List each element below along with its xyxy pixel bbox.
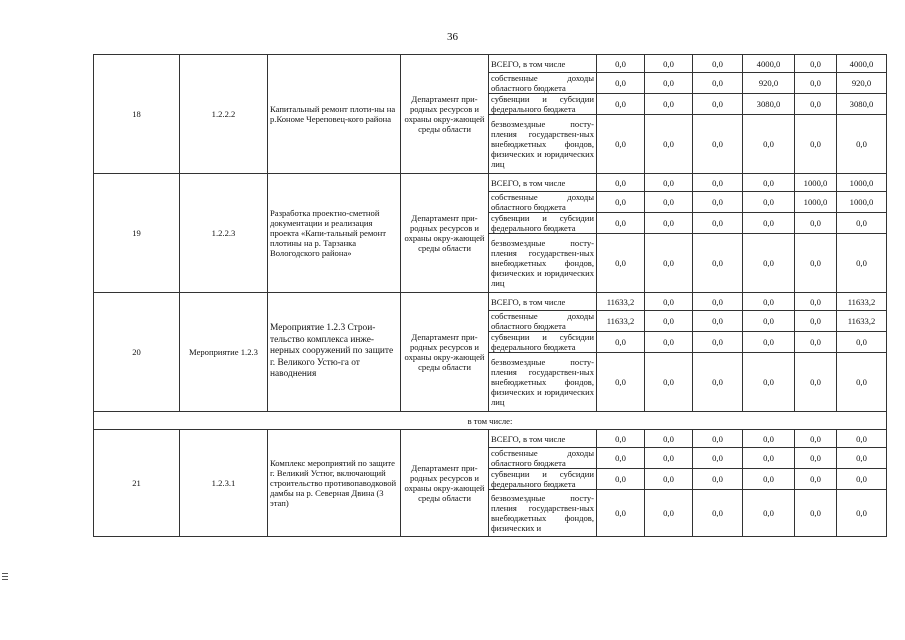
value-cell: 0,0: [795, 490, 837, 537]
value-cell: 1000,0: [837, 174, 887, 192]
value-cell: 920,0: [837, 73, 887, 94]
value-cell: 0,0: [597, 430, 645, 448]
responsible-department: Департамент при-родных ресурсов и охраны окру-жающей среды области: [401, 174, 489, 293]
value-cell: 0,0: [645, 94, 693, 115]
funding-source: безвозмездные посту-пления государствен-ных внебюджетных фондов, физических и юридических лиц: [489, 115, 597, 174]
value-cell: 0,0: [645, 430, 693, 448]
value-cell: 0,0: [645, 73, 693, 94]
scan-mark: [2, 573, 8, 574]
value-cell: 0,0: [743, 174, 795, 192]
value-cell: 0,0: [645, 469, 693, 490]
value-cell: 11633,2: [597, 311, 645, 332]
value-cell: 0,0: [693, 430, 743, 448]
value-cell: 0,0: [837, 213, 887, 234]
value-cell: 0,0: [645, 448, 693, 469]
funding-source: собственные доходы областного бюджета: [489, 192, 597, 213]
value-cell: 0,0: [743, 115, 795, 174]
value-cell: 0,0: [693, 293, 743, 311]
value-cell: 0,0: [645, 174, 693, 192]
funding-source: ВСЕГО, в том числе: [489, 430, 597, 448]
value-cell: 0,0: [597, 174, 645, 192]
value-cell: 0,0: [597, 469, 645, 490]
budget-table: [93, 54, 887, 537]
value-cell: 0,0: [743, 293, 795, 311]
value-cell: 0,0: [693, 94, 743, 115]
measure-code: 1.2.3.1: [180, 430, 268, 537]
measure-code: 1.2.2.2: [180, 55, 268, 174]
value-cell: 0,0: [645, 55, 693, 73]
measure-name: Мероприятие 1.2.3 Строи-тельство комплекса инже-нерных сооружений по защите г. Великого Устю-га от наводнения: [268, 293, 401, 412]
value-cell: 0,0: [743, 469, 795, 490]
value-cell: 0,0: [693, 73, 743, 94]
responsible-department: Департамент при-родных ресурсов и охраны окру-жающей среды области: [401, 430, 489, 537]
value-cell: 4000,0: [837, 55, 887, 73]
value-cell: 0,0: [743, 192, 795, 213]
measure-name: Разработка проектно-сметной документации и реализация проекта «Капи-тальный ремонт плотины на р. Тарзанка Вологодского района»: [268, 174, 401, 293]
value-cell: 0,0: [743, 213, 795, 234]
value-cell: 0,0: [795, 311, 837, 332]
value-cell: 0,0: [645, 311, 693, 332]
table-row: [94, 430, 887, 448]
value-cell: 1000,0: [837, 192, 887, 213]
value-cell: 0,0: [693, 115, 743, 174]
value-cell: 0,0: [693, 234, 743, 293]
value-cell: 0,0: [597, 55, 645, 73]
value-cell: 0,0: [597, 94, 645, 115]
section-label: в том числе:: [94, 412, 887, 430]
row-number: 18: [94, 55, 180, 174]
value-cell: 0,0: [693, 213, 743, 234]
measure-name: Комплекс мероприятий по защите г. Великий Устюг, включающий строительство противопаводковой дамбы на р. Северная Двина (3 этап): [268, 430, 401, 537]
value-cell: 0,0: [743, 430, 795, 448]
funding-source: субвенции и субсидии федерального бюджета: [489, 332, 597, 353]
value-cell: 0,0: [693, 192, 743, 213]
value-cell: 11633,2: [837, 293, 887, 311]
row-number: 19: [94, 174, 180, 293]
funding-source: безвозмездные посту-пления государствен-ных внебюджетных фондов, физических и юридических лиц: [489, 234, 597, 293]
value-cell: 0,0: [743, 353, 795, 412]
value-cell: 0,0: [795, 94, 837, 115]
value-cell: 3080,0: [837, 94, 887, 115]
value-cell: 0,0: [795, 73, 837, 94]
value-cell: 1000,0: [795, 174, 837, 192]
value-cell: 0,0: [795, 448, 837, 469]
value-cell: 0,0: [645, 353, 693, 412]
value-cell: 0,0: [837, 115, 887, 174]
row-number: 21: [94, 430, 180, 537]
table-row: [94, 174, 887, 192]
measure-code: Мероприятие 1.2.3: [180, 293, 268, 412]
table-row: [94, 293, 887, 311]
value-cell: 0,0: [693, 448, 743, 469]
value-cell: 0,0: [693, 353, 743, 412]
value-cell: 0,0: [645, 293, 693, 311]
measure-name: Капитальный ремонт плоти-ны на р.Кономе Череповец-кого района: [268, 55, 401, 174]
table-row: [94, 55, 887, 73]
funding-source: субвенции и субсидии федерального бюджета: [489, 469, 597, 490]
table-row: [94, 412, 887, 430]
responsible-department: Департамент при-родных ресурсов и охраны окру-жающей среды области: [401, 55, 489, 174]
value-cell: 0,0: [837, 490, 887, 537]
value-cell: 0,0: [743, 234, 795, 293]
value-cell: 0,0: [645, 213, 693, 234]
value-cell: 0,0: [597, 234, 645, 293]
value-cell: 0,0: [795, 213, 837, 234]
value-cell: 1000,0: [795, 192, 837, 213]
value-cell: 0,0: [597, 192, 645, 213]
value-cell: 0,0: [597, 73, 645, 94]
funding-source: ВСЕГО, в том числе: [489, 174, 597, 192]
funding-source: собственные доходы областного бюджета: [489, 311, 597, 332]
value-cell: 0,0: [837, 332, 887, 353]
value-cell: 0,0: [693, 469, 743, 490]
value-cell: 0,0: [597, 353, 645, 412]
value-cell: 3080,0: [743, 94, 795, 115]
funding-source: субвенции и субсидии федерального бюджета: [489, 94, 597, 115]
value-cell: 0,0: [597, 490, 645, 537]
value-cell: 0,0: [795, 234, 837, 293]
funding-source: собственные доходы областного бюджета: [489, 73, 597, 94]
value-cell: 11633,2: [837, 311, 887, 332]
value-cell: 0,0: [693, 174, 743, 192]
value-cell: 0,0: [645, 234, 693, 293]
row-number: 20: [94, 293, 180, 412]
value-cell: 0,0: [645, 115, 693, 174]
value-cell: 0,0: [795, 115, 837, 174]
funding-source: безвозмездные посту-пления государствен-ных внебюджетных фондов, физических и юридических лиц: [489, 353, 597, 412]
value-cell: 0,0: [693, 332, 743, 353]
value-cell: 920,0: [743, 73, 795, 94]
value-cell: 0,0: [795, 55, 837, 73]
value-cell: 0,0: [597, 332, 645, 353]
funding-source: ВСЕГО, в том числе: [489, 293, 597, 311]
value-cell: 0,0: [837, 469, 887, 490]
value-cell: 0,0: [795, 430, 837, 448]
value-cell: 0,0: [597, 115, 645, 174]
funding-source: ВСЕГО, в том числе: [489, 55, 597, 73]
value-cell: 0,0: [693, 311, 743, 332]
value-cell: 0,0: [743, 490, 795, 537]
value-cell: 0,0: [743, 448, 795, 469]
responsible-department: Департамент при-родных ресурсов и охраны окру-жающей среды области: [401, 293, 489, 412]
value-cell: 0,0: [837, 234, 887, 293]
value-cell: 0,0: [837, 353, 887, 412]
value-cell: 0,0: [795, 353, 837, 412]
value-cell: 0,0: [795, 469, 837, 490]
funding-source: субвенции и субсидии федерального бюджета: [489, 213, 597, 234]
value-cell: 0,0: [597, 213, 645, 234]
value-cell: 0,0: [837, 430, 887, 448]
page-number: 36: [447, 31, 458, 43]
value-cell: 11633,2: [597, 293, 645, 311]
value-cell: 0,0: [743, 311, 795, 332]
value-cell: 4000,0: [743, 55, 795, 73]
funding-source: безвозмездные посту-пления государствен-ных внебюджетных фондов, физических и: [489, 490, 597, 537]
value-cell: 0,0: [597, 448, 645, 469]
value-cell: 0,0: [837, 448, 887, 469]
value-cell: 0,0: [743, 332, 795, 353]
value-cell: 0,0: [645, 192, 693, 213]
value-cell: 0,0: [795, 332, 837, 353]
value-cell: 0,0: [693, 55, 743, 73]
value-cell: 0,0: [795, 293, 837, 311]
value-cell: 0,0: [645, 490, 693, 537]
funding-source: собственные доходы областного бюджета: [489, 448, 597, 469]
value-cell: 0,0: [693, 490, 743, 537]
value-cell: 0,0: [645, 332, 693, 353]
measure-code: 1.2.2.3: [180, 174, 268, 293]
